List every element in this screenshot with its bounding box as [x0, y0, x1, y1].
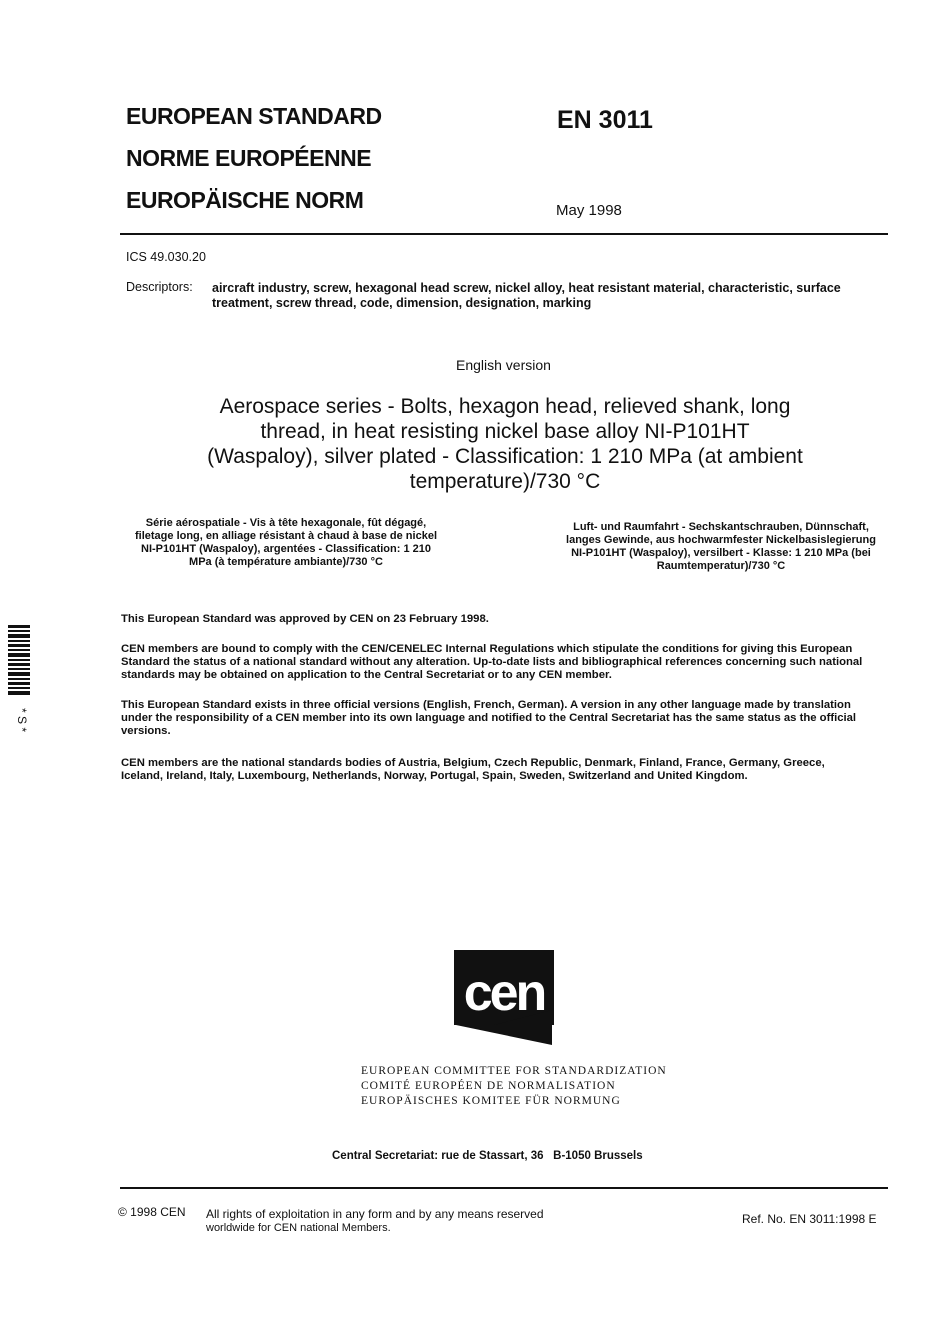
header-rule [120, 233, 888, 235]
title-french-line: Série aérospatiale - Vis à tête hexagonale, fût dégagé, [145, 517, 427, 529]
descriptors-text-1: aircraft industry, screw, hexagonal head screw, nickel alloy, heat resistant material, characteristic, surface [212, 281, 841, 295]
descriptors-label: Descriptors: [126, 280, 193, 294]
paragraph-line: Standard the status of a national standard without any alteration. Up-to-date lists and bibliographical references concerning such national [121, 656, 863, 668]
title-french-line: filetage long, en alliage résistant à chaud à base de nickel [135, 530, 437, 542]
descriptors-text-2: treatment, screw thread, code, dimension, designation, marking [212, 296, 592, 310]
cen-logo [454, 950, 554, 1055]
cen-name-english: EUROPEAN COMMITTEE FOR STANDARDIZATION [361, 1065, 667, 1077]
document-title-line: (Waspaloy), silver plated - Classification: 1 210 MPa (at ambient [207, 445, 803, 468]
copyright: © 1998 CEN [118, 1205, 186, 1219]
margin-mark: * S * [15, 707, 29, 732]
cen-name-french: COMITÉ EUROPÉEN DE NORMALISATION [361, 1080, 616, 1092]
rights-line: All rights of exploitation in any form and by any means reserved [206, 1207, 544, 1221]
title-german-line: langes Gewinde, aus hochwarmfester Nickelbasislegierung [566, 534, 876, 546]
central-secretariat-address: Central Secretariat: rue de Stassart, 36 B-1050 Brussels [332, 1150, 643, 1162]
cen-name-german: EUROPÄISCHES KOMITEE FÜR NORMUNG [361, 1095, 621, 1107]
title-german-line: Raumtemperatur)/730 °C [656, 560, 786, 572]
title-german-line: NI-P101HT (Waspaloy), versilbert - Klasse: 1 210 MPa (bei [571, 547, 871, 559]
barcode-mark [8, 625, 30, 695]
paragraph-line: under the responsibility of a CEN member into its own language and notified to the Central Secretariat has the same status as the official [121, 712, 857, 724]
paragraph-line: CEN members are the national standards bodies of Austria, Belgium, Czech Republic, Denmark, Finland, France, Germany, Greece, [121, 757, 825, 769]
title-english: EUROPEAN STANDARD [126, 103, 382, 129]
standard-number: EN 3011 [557, 106, 653, 134]
document-title-line: thread, in heat resisting nickel base alloy NI-P101HT [260, 420, 750, 443]
paragraph-line: versions. [121, 725, 171, 737]
reference-number: Ref. No. EN 3011:1998 E [742, 1212, 877, 1226]
paragraph-line: standards may be obtained on application to the Central Secretariat or to any CEN member. [121, 669, 612, 681]
cen-logo-text: cen [463, 964, 545, 1022]
document-title-line: temperature)/730 °C [409, 470, 601, 493]
paragraph-line: CEN members are bound to comply with the CEN/CENELEC Internal Regulations which stipulate the conditions for giving this European [121, 643, 853, 655]
members-bound-paragraph [121, 643, 891, 682]
footer-rule [120, 1187, 888, 1189]
ics-code: ICS 49.030.20 [126, 250, 206, 264]
document-title [160, 394, 850, 494]
title-german-line: Luft- und Raumfahrt - Sechskantschrauben, Dünnschaft, [573, 521, 869, 533]
title-french: NORME EUROPÉENNE [126, 145, 372, 171]
title-german: EUROPÄISCHE NORM [126, 187, 364, 213]
paragraph-line: Iceland, Ireland, Italy, Luxembourg, Netherlands, Norway, Portugal, Spain, Sweden, Switzerland and United Kingdom. [121, 770, 748, 782]
official-versions-paragraph [121, 699, 891, 738]
cen-committee [361, 1064, 667, 1109]
rights-statement [206, 1207, 544, 1235]
document-title-line: Aerospace series - Bolts, hexagon head, relieved shank, long [219, 395, 791, 418]
title-german-translation [540, 521, 902, 573]
version-label: English version [456, 357, 551, 373]
title-french-line: MPa (à température ambiante)/730 °C [189, 556, 383, 568]
members-list-paragraph [121, 757, 891, 783]
publication-date: May 1998 [556, 202, 622, 219]
title-french-line: NI-P101HT (Waspaloy), argentées - Classification: 1 210 [141, 543, 431, 555]
paragraph-line: This European Standard exists in three official versions (English, French, German). A version in any other language made by translation [121, 699, 851, 711]
approval-statement: This European Standard was approved by CEN on 23 February 1998. [121, 613, 489, 625]
title-french-translation [106, 517, 466, 569]
rights-line: worldwide for CEN national Members. [206, 1222, 391, 1234]
